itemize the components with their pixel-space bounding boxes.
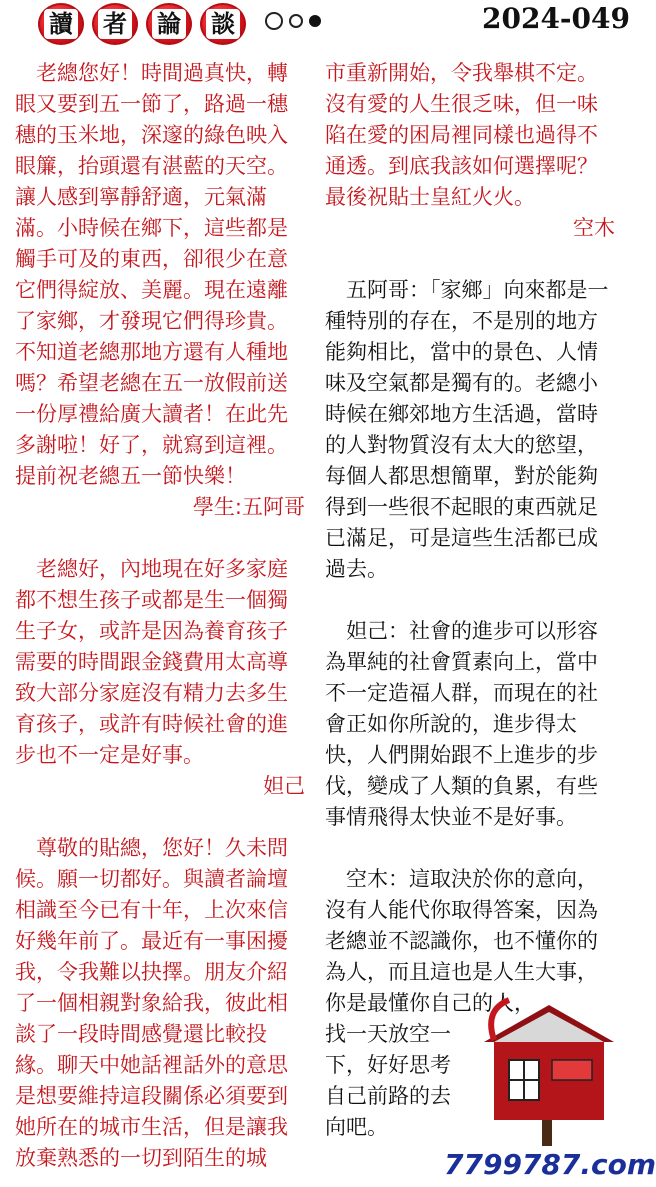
title-char-3: 論 bbox=[152, 9, 186, 39]
watermark: 7799787.com bbox=[444, 1146, 630, 1184]
title-badge-2 bbox=[92, 3, 138, 45]
title-char-1: 讀 bbox=[44, 9, 78, 39]
circle-outline-small-icon bbox=[289, 14, 303, 28]
circle-outline-icon bbox=[265, 12, 283, 30]
reply-3-closing: 找一天放空一下，好好思考自己前路的去向吧。 bbox=[325, 1022, 451, 1139]
letter-3-text: 尊敬的貼總，您好！久未問候。願一切都好。與讀者論壇相識至今已有十年，上次來信好幾年前了。最近有一事困擾我，令我難以抉擇。朋友介紹了一個相親對象給我，彼此相談了一段時間感覺還比較投緣。聊天中她話裡話外的意思是想要維持這段關係必須要到她所在的城市生活，但是讓我放棄熟悉的一切到陌生的城 bbox=[15, 836, 288, 1170]
letter-2-signature: 妲己 bbox=[263, 774, 305, 798]
letter-1-text: 老總您好！時間過真快，轉眼又要到五一節了，路過一穗穗的玉米地，深邃的綠色映入眼簾，抬頭還有湛藍的天空。讓人感到寧靜舒適，元氣滿滿。小時候在鄉下，這些都是觸手可及的東西，卻很少在意它們得綻放、美麗。現在遠離了家鄉，才發現它們得珍貴。不知道老總那地方還有人種地嗎？希望老總在五一放假前送一份厚禮給廣大讀者！在此先多謝啦！好了，就寫到這裡。提前祝老總五一節快樂！ bbox=[15, 61, 288, 488]
header bbox=[0, 0, 634, 48]
left-column bbox=[15, 58, 305, 1174]
reply-3-text: 空木：這取決於你的意向，沒有人能代你取得答案，因為老總並不認識你，也不懂你的為人，而且這也是人生大事，你是最懂你自己的人， bbox=[325, 867, 598, 1015]
title-badge-1 bbox=[38, 3, 84, 45]
title-badge-3 bbox=[146, 3, 192, 45]
letter-3-signature: 空木 bbox=[573, 216, 615, 240]
reply-1-text: 五阿哥：「家鄉」向來都是一種特別的存在，不是別的地方能夠相比，當中的景色、人情味及空氣都是獨有的。老總小時候在鄉郊地方生活過，當時的人對物質沒有太大的慾望，每個人都思想簡單，對於能夠得到一些很不起眼的東西就足已滿足，可是這些生活都已成過去。 bbox=[325, 278, 609, 581]
title-char-2: 者 bbox=[98, 9, 132, 39]
mailbox-illustration bbox=[464, 1000, 624, 1150]
mailbox-flag bbox=[552, 1060, 592, 1080]
title-badge-4 bbox=[200, 3, 246, 45]
decorative-dots bbox=[265, 12, 321, 30]
title-char-4: 談 bbox=[206, 9, 240, 39]
letter-3-continued: 市重新開始，令我舉棋不定。沒有愛的人生很乏味，但一味陷在愛的困局裡同樣也過得不通透。到底我該如何選擇呢？最後祝貼士皇紅火火。 bbox=[325, 61, 598, 209]
letter-1-signature: 學生:五阿哥 bbox=[192, 495, 305, 519]
issue-number: 2024-049 bbox=[482, 2, 630, 35]
circle-filled-icon bbox=[309, 15, 321, 27]
reply-2-text: 妲己：社會的進步可以形容為單純的社會質素向上，當中不一定造福人群，而現在的社會正如你所說的，進步得太快，人們開始跟不上進步的步伐，變成了人類的負累，有些事情飛得太快並不是好事。 bbox=[325, 619, 598, 829]
right-column bbox=[325, 58, 615, 1143]
letter-2-text: 老總好，內地現在好多家庭都不想生孩子或都是生一個獨生子女，或許是因為養育孩子需要的時間跟金錢費用太高導致大部分家庭沒有精力去多生育孩子，或許有時候社會的進步也不一定是好事。 bbox=[15, 557, 288, 767]
